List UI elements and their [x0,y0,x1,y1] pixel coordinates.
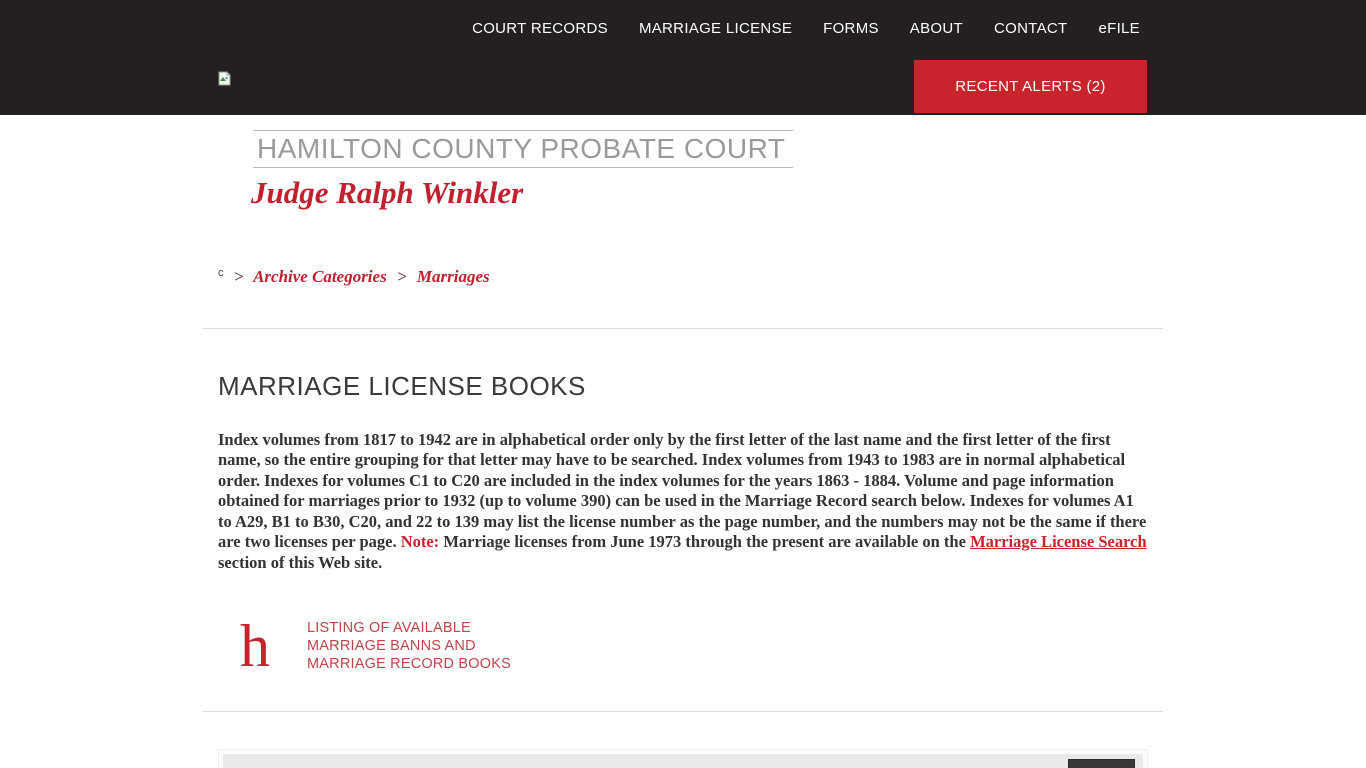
breadcrumb-link-marriages[interactable]: Marriages [416,267,490,286]
home-icon[interactable]: c [218,267,224,279]
listing-link[interactable] [307,619,511,673]
broken-image-icon [218,71,231,86]
listing-line: LISTING OF AVAILABLE [307,620,471,637]
header-inner [203,0,1163,115]
nav-item-marriage-license[interactable]: MARRIAGE LICENSE [638,19,793,37]
site-header [0,0,1366,115]
divider [203,328,1163,329]
intro-paragraph [218,430,1148,573]
nav-item-efile[interactable]: eFILE [1098,19,1140,37]
nav-item-court-records[interactable]: COURT RECORDS [472,19,608,37]
listing-link-row[interactable] [240,613,1148,680]
intro-text: section of this Web site. [218,552,383,572]
breadcrumb-separator: > [233,267,244,286]
table-search-button[interactable] [1068,759,1135,768]
note-label: Note: [400,532,440,552]
nav-item-contact[interactable]: CONTACT [993,19,1068,37]
marriage-license-search-link[interactable]: Marriage License Search [970,532,1147,552]
table-toolbar [223,754,1143,768]
book-icon: h [240,613,270,680]
masthead [218,115,1148,211]
divider [203,711,1163,712]
page-container [203,115,1163,768]
breadcrumb-link-archive-categories[interactable]: Archive Categories [253,267,387,286]
breadcrumb [218,267,1148,287]
nav-item-about[interactable]: ABOUT [909,19,963,37]
records-table-widget [218,749,1148,768]
intro-text: Marriage licenses from June 1973 through the present are available on the [439,532,971,552]
intro-text: Index volumes from 1817 to 1942 are in alphabetical order only by the first letter of the last name and the first letter of the first name, so the entire grouping for that letter may have to be searched. Index volumes from 1943 to 1983 are in normal alphabetical order. Indexes for volumes C1 to C20 are included in the index volumes for the years 1863 - 1884. Volume and page information obtained for marriages prior to 1932 (up to volume 390) can be used in the Marriage Record search below. Indexes for volumes A1 to A29, B1 to B30, C20, and 22 to 139 may list the license number as the page number, and the numbers may not be the same if there are two licenses per page. [218,430,1147,552]
nav-item-forms[interactable]: FORMS [823,19,879,37]
main-nav [472,0,1140,56]
judge-name: Judge Ralph Winkler [251,175,524,210]
listing-line: MARRIAGE RECORD BOOKS [307,656,512,673]
recent-alerts-button[interactable]: RECENT ALERTS (2) [914,60,1147,113]
page-title: MARRIAGE LICENSE BOOKS [218,371,586,401]
site-title: HAMILTON COUNTY PROBATE COURT [253,130,793,168]
listing-line: MARRIAGE BANNS AND [307,638,476,655]
breadcrumb-separator: > [396,267,407,286]
